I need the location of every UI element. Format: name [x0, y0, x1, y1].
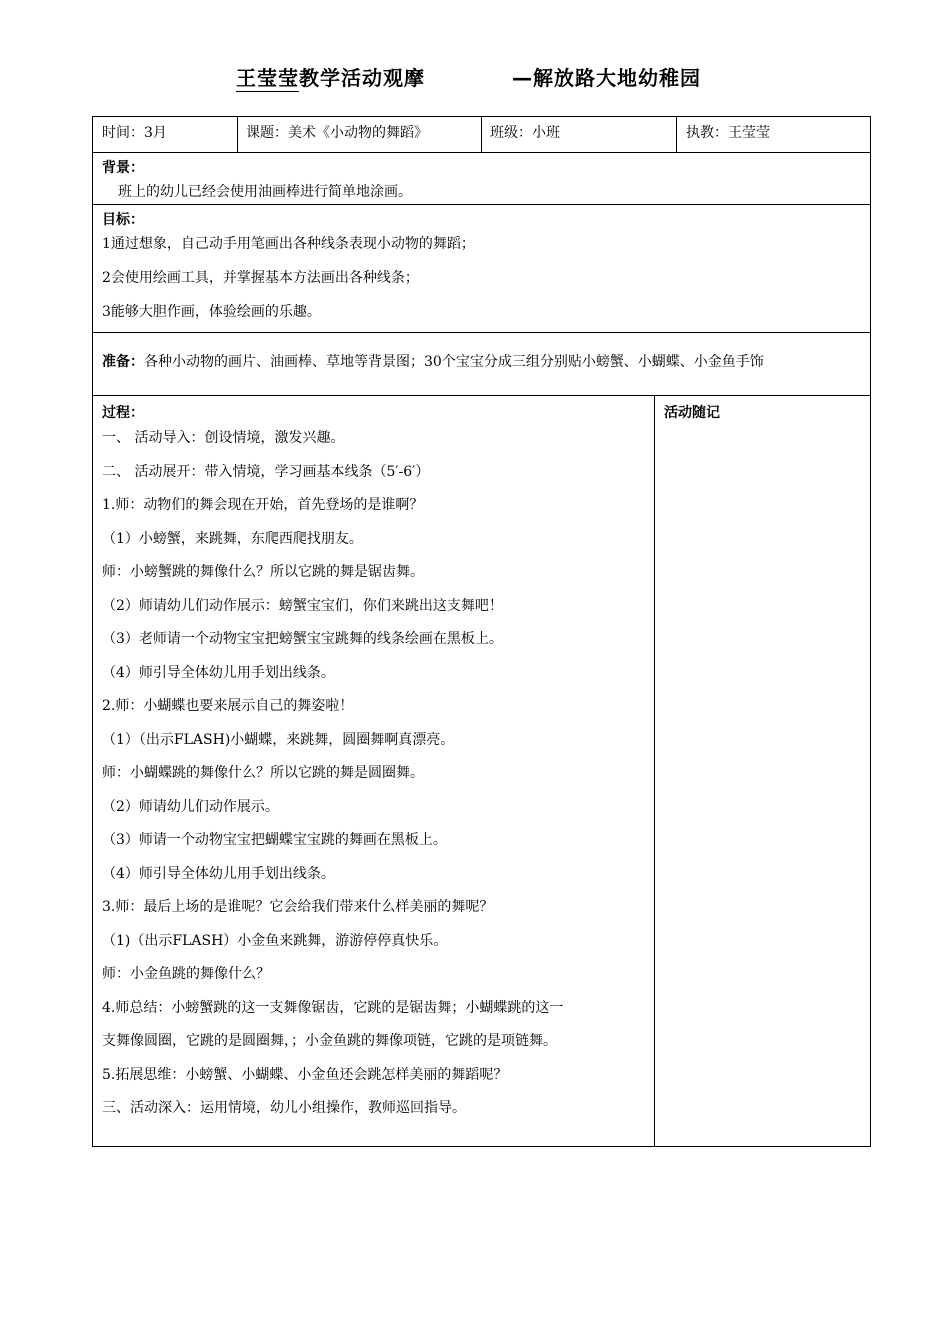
- process-line: 4.师总结：小螃蟹跳的这一支舞像锯齿，它跳的是锯齿舞；小蝴蝶跳的这一: [102, 1000, 564, 1016]
- background-label: 背景：: [102, 160, 144, 176]
- process-line: （3）师请一个动物宝宝把蝴蝶宝宝跳的舞画在黑板上。: [102, 832, 447, 848]
- process-line: 师：小蝴蝶跳的舞像什么？所以它跳的舞是圆圈舞。: [102, 765, 424, 781]
- process-line: （4）师引导全体幼儿用手划出线条。: [102, 665, 335, 681]
- row-divider-preparation: [92, 395, 871, 396]
- process-line: 1.师：动物们的舞会现在开始，首先登场的是谁啊？: [102, 497, 424, 513]
- process-line: （2）师请幼儿们动作展示：螃蟹宝宝们，你们来跳出这支舞吧！: [102, 598, 503, 614]
- preparation-label: 准备：: [102, 354, 144, 370]
- process-label: 过程：: [102, 405, 144, 421]
- row-divider-info: [92, 152, 871, 153]
- info-divider-1: [237, 116, 238, 152]
- school-name: —解放路大地幼稚园: [512, 66, 701, 90]
- process-line: （1）（出示FLASH)小蝴蝶，来跳舞，圆圈舞啊真漂亮。: [102, 732, 455, 748]
- process-line: 师：小螃蟹跳的舞像什么？所以它跳的舞是锯齿舞。: [102, 564, 424, 580]
- teacher-name: 王莹莹: [236, 66, 299, 90]
- process-line: （1）小螃蟹，来跳舞，东爬西爬找朋友。: [102, 531, 363, 547]
- process-line: 5.拓展思维：小螃蟹、小蝴蝶、小金鱼还会跳怎样美丽的舞蹈呢？: [102, 1067, 508, 1083]
- notes-column-divider: [654, 395, 655, 1146]
- title-text: 教学活动观摩: [299, 66, 425, 90]
- goals-label: 目标：: [102, 212, 144, 228]
- process-line: 二、 活动展开：带入情境，学习画基本线条（5′-6′）: [102, 464, 430, 480]
- table-border-bottom: [92, 1146, 871, 1147]
- process-line: （3）老师请一个动物宝宝把螃蟹宝宝跳舞的线条绘画在黑板上。: [102, 631, 503, 647]
- process-line: 三、活动深入：运用情境，幼儿小组操作，教师巡回指导。: [102, 1100, 466, 1116]
- page-title: [0, 62, 950, 92]
- info-divider-2: [481, 116, 482, 152]
- preparation-text: 各种小动物的画片、油画棒、草地等背景图；30个宝宝分成三组分别贴小螃蟹、小蝴蝶、小金鱼手饰: [144, 354, 764, 370]
- background-text: 班上的幼儿已经会使用油画棒进行简单地涂画。: [118, 184, 412, 200]
- process-line: 一、 活动导入：创设情境，激发兴趣。: [102, 430, 345, 446]
- row-divider-background: [92, 204, 871, 205]
- goal-item: 2会使用绘画工具，并掌握基本方法画出各种线条；: [102, 270, 419, 286]
- goal-item: 1通过想象，自己动手用笔画出各种线条表现小动物的舞蹈；: [102, 236, 475, 252]
- preparation-row: [102, 351, 764, 371]
- goal-item: 3能够大胆作画，体验绘画的乐趣。: [102, 304, 321, 320]
- process-line: （4）师引导全体幼儿用手划出线条。: [102, 866, 335, 882]
- process-line: （1)（出示FLASH）小金鱼来跳舞，游游停停真快乐。: [102, 933, 448, 949]
- process-line: 3.师：最后上场的是谁呢？它会给我们带来什么样美丽的舞呢？: [102, 899, 494, 915]
- process-line: 2.师：小蝴蝶也要来展示自己的舞姿啦！: [102, 698, 354, 714]
- title-heading: [236, 62, 425, 91]
- info-divider-3: [676, 116, 677, 152]
- info-time: 时间：3月: [102, 125, 167, 141]
- notes-label: 活动随记: [664, 405, 720, 421]
- process-line: （2）师请幼儿们动作展示。: [102, 799, 279, 815]
- info-class: 班级：小班: [490, 125, 560, 141]
- row-divider-goals: [92, 332, 871, 333]
- process-line: 师：小金鱼跳的舞像什么？: [102, 966, 270, 982]
- info-topic: 课题：美术《小动物的舞蹈》: [246, 125, 428, 141]
- info-teacher: 执教：王莹莹: [686, 125, 770, 141]
- process-line: 支舞像圆圈，它跳的是圆圈舞，；小金鱼跳的舞像项链，它跳的是项链舞。: [102, 1033, 557, 1049]
